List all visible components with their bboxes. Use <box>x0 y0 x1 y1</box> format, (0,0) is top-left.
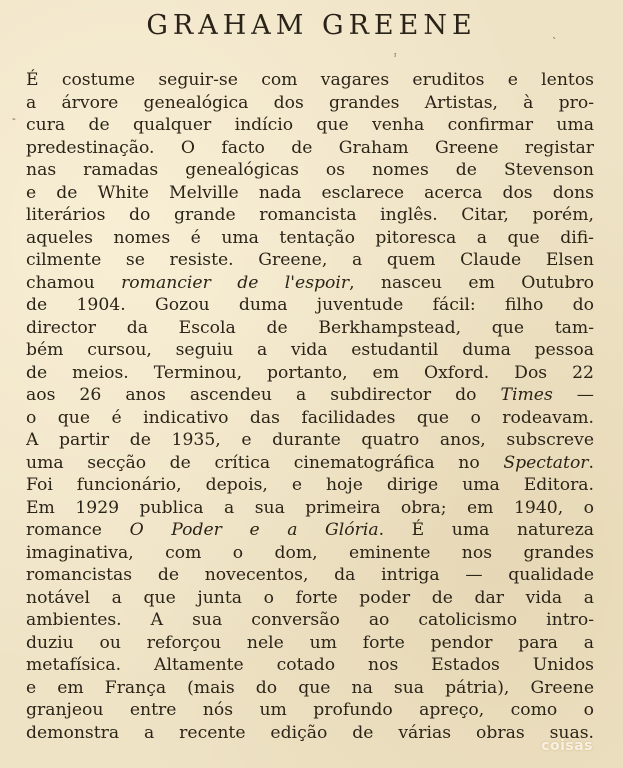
text-line: uma secção de crítica cinematográfica no Spectator. <box>26 452 594 473</box>
ink-speck: ᶦ <box>394 50 397 63</box>
text-line: notável a que junta o forte poder de dar vida a <box>26 587 594 608</box>
text-line: imaginativa, com o dom, eminente nos grandes <box>26 542 594 563</box>
text-line: demonstra a recente edição de várias obras suas. <box>26 722 594 743</box>
text-line: o que é indicativo das facilidades que o rodeavam. <box>26 407 594 428</box>
italic-title: Times <box>500 385 553 405</box>
text-line: a árvore genealógica dos grandes Artistas, à pro- <box>26 92 594 113</box>
text-line: nas ramadas genealógicas os nomes de Stevenson <box>26 160 594 180</box>
text-line: de 1904. Gozou duma juventude fácil: filho do <box>26 295 594 315</box>
text-line: literários do grande romancista inglês. Citar, porém, <box>26 205 594 225</box>
text-line: aqueles nomes é uma tentação pitoresca a que difi- <box>26 227 594 248</box>
text-line: predestinação. O facto de Graham Greene registar <box>26 137 594 158</box>
text-line: duziu ou reforçou nele um forte pendor para a <box>26 632 594 653</box>
text-line: chamou romancier de l'espoir, nasceu em Outubro <box>26 272 594 293</box>
italic-title: Spectator <box>503 452 589 473</box>
ink-speck: ` <box>552 36 558 49</box>
text-line: A partir de 1935, e durante quatro anos, subscreve <box>26 430 594 450</box>
ink-speck: - <box>12 112 16 125</box>
text-line: director da Escola de Berkhampstead, que tam- <box>26 317 594 338</box>
article-body <box>26 69 594 744</box>
text-line: e em França (mais do que na sua pátria), Greene <box>26 677 594 698</box>
italic-title: romancier de l'espoir <box>121 272 350 293</box>
text-line: romance O Poder e a Glória. É uma natureza <box>26 520 594 540</box>
text-line: granjeou entre nós um profundo apreço, como o <box>26 700 594 720</box>
text-line: e de White Melville nada esclarece acerca dos dons <box>26 182 594 203</box>
page-title: GRAHAM GREENE <box>146 10 477 41</box>
text-line: romancistas de novecentos, da intriga — qualidade <box>26 565 594 585</box>
text-line: bém cursou, seguiu a vida estudantil duma pessoa <box>26 340 594 360</box>
text-line: Foi funcionário, depois, e hoje dirige uma Editora. <box>26 475 594 495</box>
text-line: ambientes. A sua conversão ao catolicismo intro- <box>26 610 594 630</box>
watermark-logo: coisas <box>541 738 593 754</box>
text-line: Em 1929 publica a sua primeira obra; em 1940, o <box>26 497 594 518</box>
text-line: É costume seguir-se com vagares eruditos e lentos <box>26 70 594 90</box>
text-line: metafísica. Altamente cotado nos Estados Unidos <box>26 655 594 675</box>
text-line: cura de qualquer indício que venha confirmar uma <box>26 115 594 135</box>
text-line: aos 26 anos ascendeu a subdirector do Times — <box>26 385 594 405</box>
text-line: cilmente se resiste. Greene, a quem Claude Elsen <box>26 250 594 270</box>
italic-title: O Poder e a Glória <box>129 520 379 540</box>
text-line: de meios. Terminou, portanto, em Oxford. Dos 22 <box>26 362 594 383</box>
